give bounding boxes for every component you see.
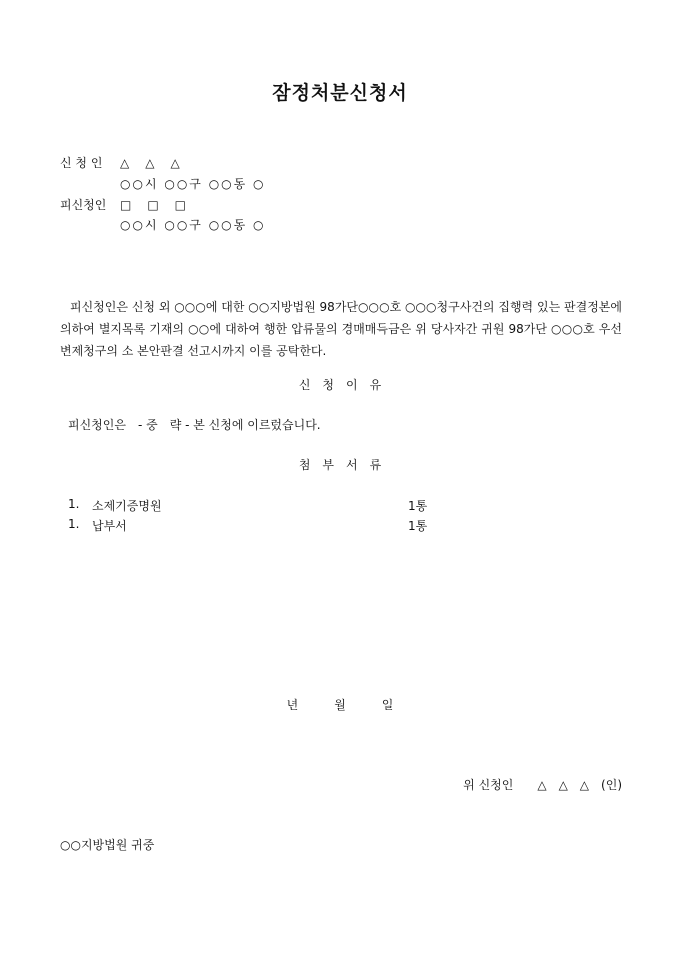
applicant-name: △ △ △	[120, 156, 182, 170]
court-addressee: ○○지방법원 귀중	[60, 838, 155, 852]
respondent-name: □ □ □	[120, 198, 189, 212]
request-paragraph: 피신청인은 신청 외 ○○○에 대한 ○○지방법원 98가단○○○호 ○○○청구사건의 집행력 있는 판결정본에 의하여 별지목록 기재의 ○○에 대하여 행한 압류물의 경매매득금은 위 당사자간 귀원 98가단 ○○○호 우선 변제청구의 소 본안판결 선고시까지 이를 공탁한다.	[60, 300, 622, 358]
attachment-name: 소제기증명원	[92, 499, 162, 513]
attachment-index: 1.	[68, 497, 80, 511]
date-line: 년 월 일	[286, 698, 394, 712]
attachment-name: 납부서	[92, 519, 127, 533]
signature-line: 위 신청인 △ △ △ (인)	[463, 778, 622, 792]
attachment-index: 1.	[68, 517, 80, 531]
document-title: 잠정처분신청서	[272, 82, 408, 104]
respondent-label: 피신청인	[60, 198, 107, 212]
reasons-body: 피신청인은 - 중 략 - 본 신청에 이르렀습니다.	[68, 418, 321, 432]
applicant-address: ○○시 ○○구 ○○동 ○	[120, 177, 266, 191]
attachment-qty: 1통	[408, 519, 428, 533]
attachments-heading: 첨 부 서 류	[298, 458, 382, 472]
applicant-label: 신 청 인	[60, 156, 103, 170]
attachment-qty: 1통	[408, 499, 428, 513]
respondent-address: ○○시 ○○구 ○○동 ○	[120, 218, 266, 232]
reasons-heading: 신 청 이 유	[298, 378, 382, 392]
